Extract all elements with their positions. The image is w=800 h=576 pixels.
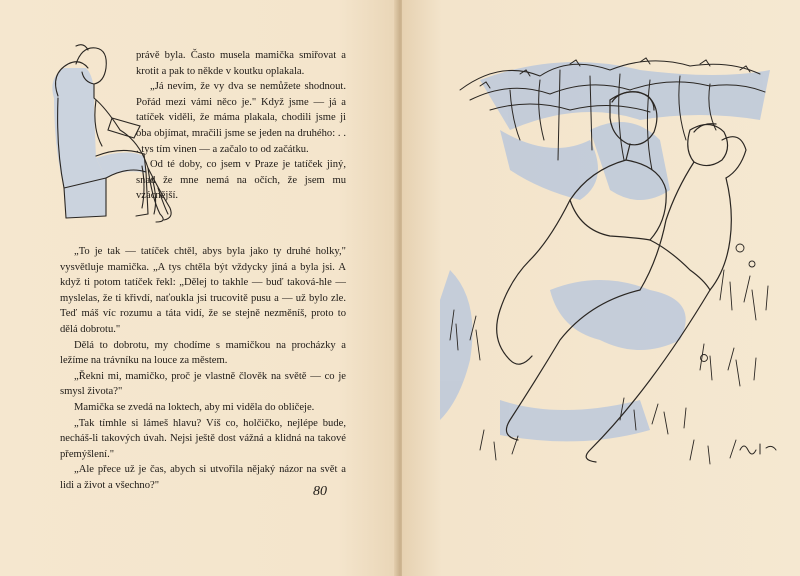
text-column-wide	[60, 244, 346, 494]
paragraph: „Tak tímhle si lámeš hlavu? Víš co, holčičko, nejlépe bude, necháš-li takových úvah. Nejsi ještě dost vážná a klidná na takové přemýšlení."	[60, 417, 346, 460]
page-number: 80	[313, 484, 327, 499]
paragraph: Od té doby, co jsem v Praze je tatíček jiný, snad že mne nemá na očích, že jsem mu vzácnější.	[136, 159, 346, 202]
left-page	[0, 0, 398, 576]
blue-wash	[440, 62, 770, 441]
artist-signature	[740, 444, 776, 454]
paragraph: Dělá to dobrotu, my chodíme s mamičkou na procházky a ležíme na trávníku na louce za městem.	[60, 339, 346, 367]
meadow-illustration	[440, 40, 780, 480]
paragraph: „Ale přece už je čas, abych si utvořila nějaký názor na svět a lidi a život a všechno?"	[60, 464, 346, 491]
paragraph: Mamička se zvedá na loktech, aby mi viděla do obličeje.	[74, 401, 315, 413]
paragraph: „To je tak — tatíček chtěl, abys byla jako ty druhé holky," vysvětluje mamička. „A tys chtěla být vždycky jiná a byla jsi. A když ti potom tatíček řekl: „Dělej to takhle — buď taková-hle — myslelas, že ti křivdí, naťoukla jsi trucovitě pusu a — už bylo zle. Teď máš víc rozumu a táta vidí, že se stejně nezměníš, proto to dělá dobrotu."	[60, 246, 346, 335]
paragraph: právě byla. Často musela mamička smiřovat a krotit a pak to někde v koutku oplakala.	[136, 50, 346, 77]
paragraph: „Já nevím, že vy dva se nemůžete shodnout. Pořád mezi vámi něco je." Když jsme — já a tatíček viděli, že máma plakala, chodili jsme ji oba objímat, mračili jsme se jeden na druhého: . . . tys tím vinen — a začalo to od začátku.	[136, 81, 346, 155]
paragraph: „Řekni mi, mamičko, proč je vlastně člověk na světě — co je smysl života?"	[60, 370, 346, 398]
armchair-wash	[52, 68, 146, 218]
text-column-narrow	[136, 48, 346, 204]
